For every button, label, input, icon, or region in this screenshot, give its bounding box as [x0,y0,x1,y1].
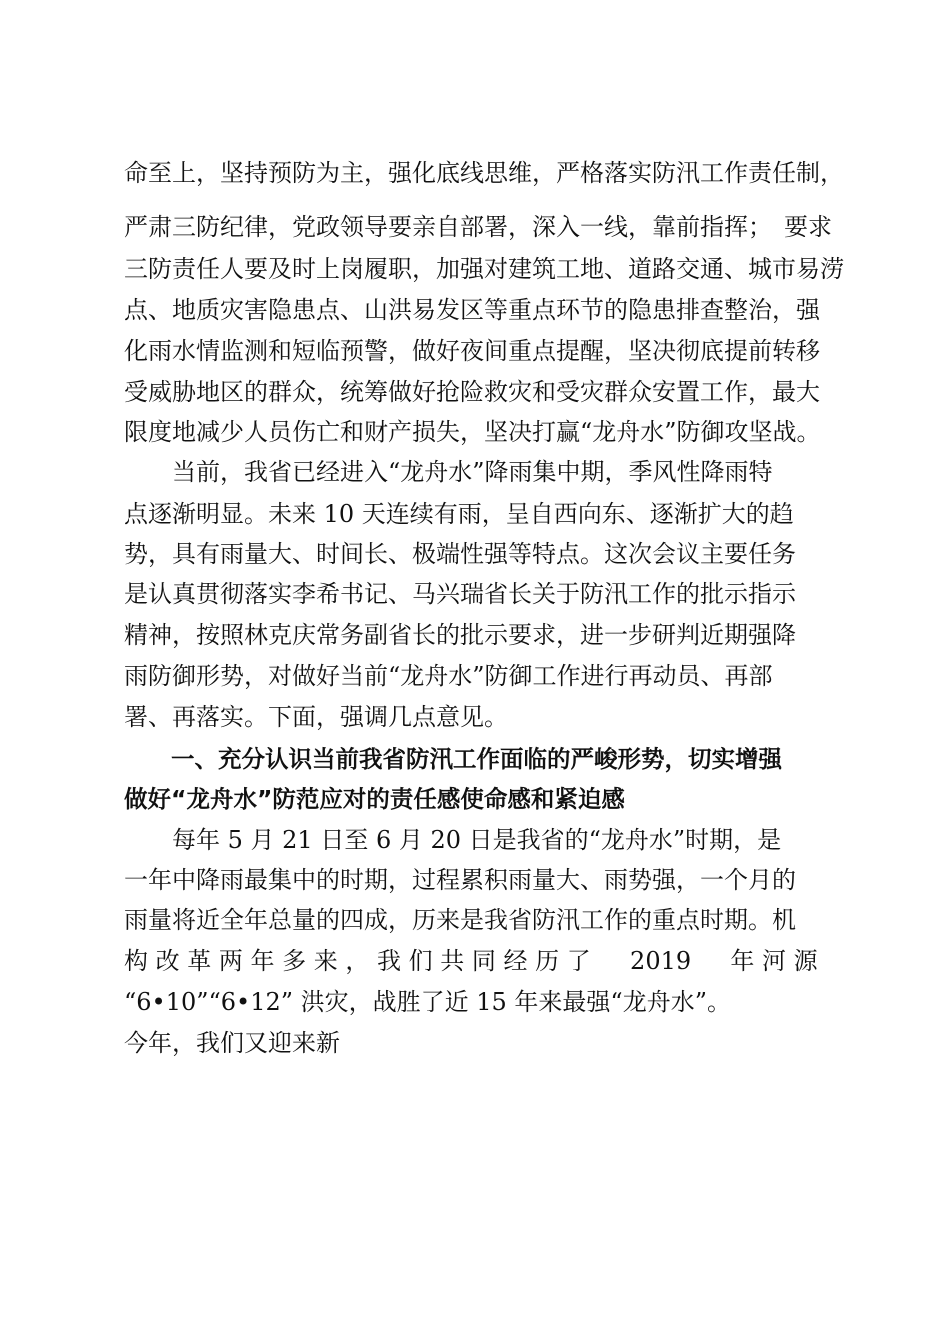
text-line: 构 改 革 两 年 多 来 ， 我 们 共 同 经 历 了 2019 年 河 源 [124,947,818,975]
text-line: 雨量将近全年总量的四成，历来是我省防汛工作的重点时期。机 [124,906,796,934]
text-line: 署、再落实。下面，强调几点意见。 [124,703,508,731]
section-heading-line: 做好“龙舟水”防范应对的责任感使命感和紧迫感 [124,785,625,813]
text-line: 严肃三防纪律，党政领导要亲自部署，深入一线，靠前指挥； 要求 [124,213,832,241]
text-line: 是认真贯彻落实李希书记、马兴瑞省长关于防汛工作的批示指示 [124,580,796,608]
text-line: 化雨水情监测和短临预警，做好夜间重点提醒，坚决彻底提前转移 [124,337,820,365]
text-line: 一年中降雨最集中的时期，过程累积雨量大、雨势强，一个月的 [124,866,796,894]
text-line: 三防责任人要及时上岗履职，加强对建筑工地、道路交通、城市易涝 [124,255,844,283]
text-line: 每年 5 月 21 日至 6 月 20 日是我省的“龙舟水”时期，是 [124,826,782,854]
text-line: 点逐渐明显。未来 10 天连续有雨，呈自西向东、逐渐扩大的趋 [124,500,794,528]
text-line: 当前，我省已经进入“龙舟水”降雨集中期，季风性降雨特 [124,458,773,486]
section-heading-line: 一、充分认识当前我省防汛工作面临的严峻形势，切实增强 [124,745,782,773]
text-line: 限度地减少人员伤亡和财产损失，坚决打赢“龙舟水”防御攻坚战。 [124,418,821,446]
text-line: 势，具有雨量大、时间长、极端性强等特点。这次会议主要任务 [124,540,796,568]
text-line: 精神，按照林克庆常务副省长的批示要求，进一步研判近期强降 [124,621,796,649]
text-line: 命至上，坚持预防为主，强化底线思维，严格落实防汛工作责任制， [124,159,844,187]
text-line: 今年，我们又迎来新 [124,1029,340,1057]
text-line: “6•10”“6•12” 洪灾，战胜了近 15 年来最强“龙舟水”。 [124,988,731,1016]
text-line: 点、地质灾害隐患点、山洪易发区等重点环节的隐患排查整治，强 [124,296,820,324]
text-line: 受威胁地区的群众，统筹做好抢险救灾和受灾群众安置工作，最大 [124,378,820,406]
text-line: 雨防御形势，对做好当前“龙舟水”防御工作进行再动员、再部 [124,662,773,690]
